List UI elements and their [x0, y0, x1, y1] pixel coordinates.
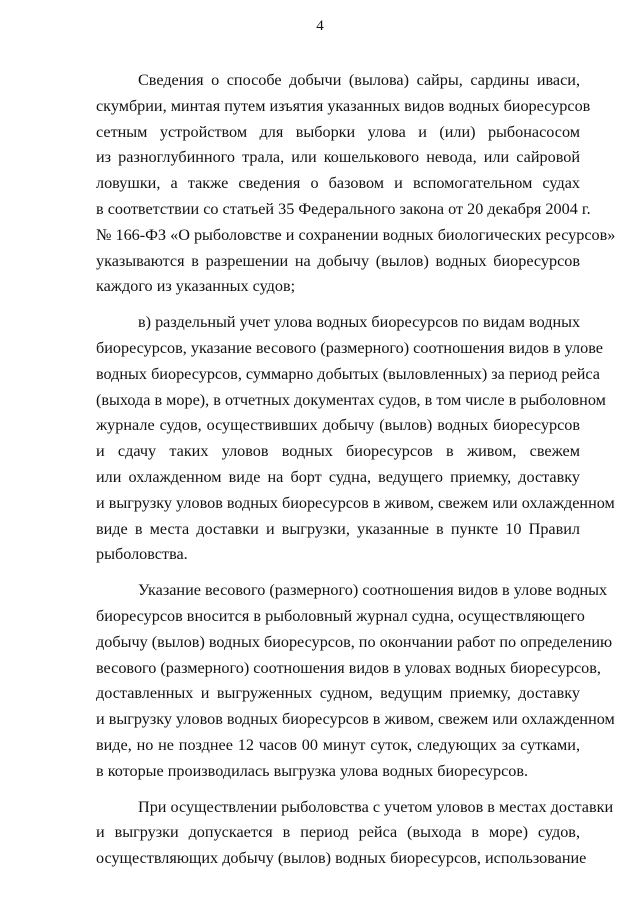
paragraph-1 — [96, 68, 616, 300]
text-line: водных биоресурсов, суммарно добытых (выловленных) за период рейса — [96, 364, 600, 383]
paragraph-2 — [96, 310, 615, 568]
text-line: и сдачу таких уловов водных биоресурсов в живом, свежем — [96, 442, 580, 461]
text-line: добычу (вылов) водных биоресурсов, по окончании работ по определению — [96, 632, 613, 651]
text-line: виде в места доставки и выгрузки, указанные в пункте 10 Правил — [96, 519, 580, 538]
text-line: из разноглубинного трала, или кошелькового невода, или сайровой — [96, 148, 580, 167]
text-line: и выгрузку уловов водных биоресурсов в живом, свежем или охлажденном — [96, 710, 615, 729]
text-line: сетным устройством для выборки улова и (или) рыбонасосом — [96, 122, 580, 141]
page-number: 4 — [316, 18, 324, 34]
text-line: биоресурсов вносится в рыболовный журнал судна, осуществляющего — [96, 606, 585, 625]
text-line: журнале судов, осуществивших добычу (вылов) водных биоресурсов — [96, 416, 580, 435]
text-line: в соответствии со статьей 35 Федерального закона от 20 декабря 2004 г. — [96, 199, 591, 218]
text-line: и выгрузки допускается в период рейса (выхода в море) судов, — [96, 823, 580, 842]
text-line: в которые производилась выгрузка улова водных биоресурсов. — [96, 761, 529, 780]
text-line: осуществляющих добычу (вылов) водных биоресурсов, использование — [96, 849, 587, 868]
text-line: виде, но не позднее 12 часов 00 минут суток, следующих за сутками, — [96, 735, 580, 754]
paragraph-3 — [96, 578, 615, 784]
text-line: № 166-ФЗ «О рыболовстве и сохранении водных биологических ресурсов» — [96, 225, 616, 244]
text-line: биоресурсов, указание весового (размерного) соотношения видов в улове — [96, 338, 603, 357]
text-line: При осуществлении рыболовства с учетом уловов в местах доставки — [138, 797, 614, 816]
text-line: указываются в разрешении на добычу (вылов) водных биоресурсов — [96, 251, 580, 270]
document-body — [96, 68, 616, 872]
text-line: каждого из указанных судов; — [96, 277, 296, 296]
text-line: весового (размерного) соотношения видов в уловах водных биоресурсов, — [96, 658, 601, 677]
text-line: доставленных и выгруженных судном, ведущим приемку, доставку — [96, 684, 580, 703]
text-line: и выгрузку уловов водных биоресурсов в живом, свежем или охлажденном — [96, 493, 615, 512]
text-line: (выхода в море), в отчетных документах судов, в том числе в рыболовном — [96, 390, 606, 409]
text-line: скумбрии, минтая путем изъятия указанных видов водных биоресурсов — [96, 96, 591, 115]
paragraph-4 — [96, 795, 614, 872]
text-line: в) раздельный учет улова водных биоресурсов по видам водных — [138, 313, 581, 332]
text-line: Сведения о способе добычи (вылова) сайры, сардины иваси, — [138, 71, 580, 89]
text-line: ловушки, а также сведения о базовом и вспомогательном судах — [96, 174, 580, 193]
text-line: Указание весового (размерного) соотношения видов в улове водных — [138, 581, 608, 600]
text-line: рыболовства. — [96, 545, 188, 564]
text-line: или охлажденном виде на борт судна, ведущего приемку, доставку — [96, 467, 580, 486]
